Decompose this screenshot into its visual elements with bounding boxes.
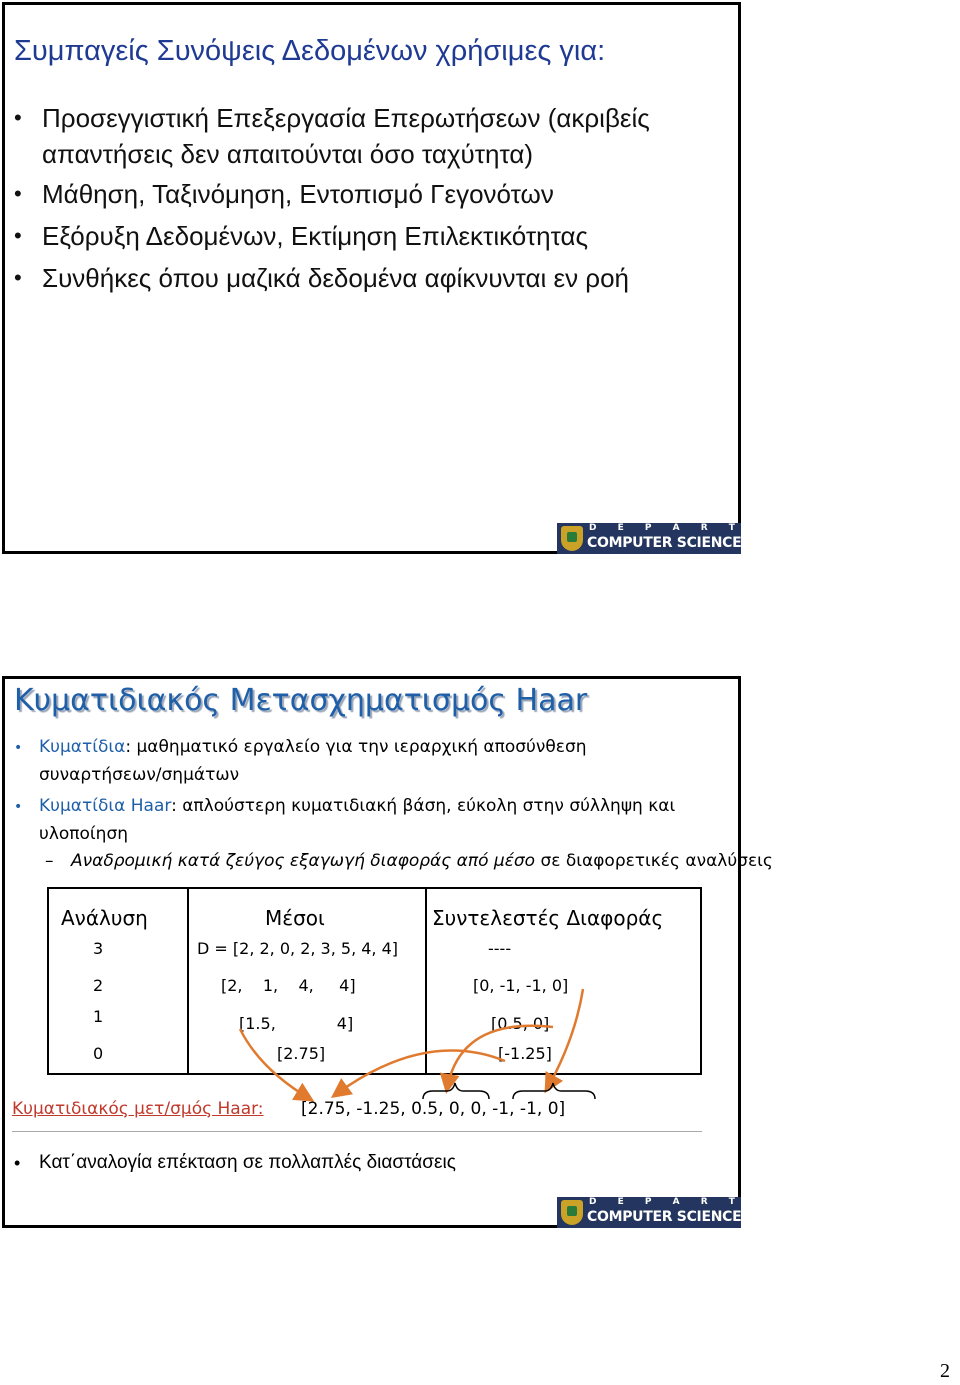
- brace-level1: [423, 1083, 489, 1099]
- bullet-icon: •: [14, 223, 22, 248]
- bullet-icon: •: [14, 740, 23, 756]
- slide-1-title: Συμπαγείς Συνόψεις Δεδομένων χρήσιμες για:: [14, 35, 606, 67]
- slide-2: [2, 676, 914, 1228]
- sub-bullet-rest: σε διαφορετικές αναλύσεις: [535, 851, 773, 871]
- logo-cs-text: COMPUTER SCIENCE: [587, 535, 742, 551]
- bullet-rest: : απλούστερη κυματιδιακή βάση, εύκολη στην σύλληψη και: [171, 796, 676, 816]
- bullet-icon: •: [14, 1153, 21, 1173]
- department-logo: [557, 1197, 914, 1228]
- term-wavelets: Κυματίδια: [39, 737, 126, 757]
- table-cell-averages: D = [2, 2, 0, 2, 3, 5, 4, 4]: [197, 939, 399, 958]
- table-cell-resolution: 1: [93, 1007, 104, 1026]
- bullet-icon: •: [14, 181, 22, 206]
- bullet-icon: •: [14, 799, 23, 815]
- table-cell-averages: [2.75]: [277, 1044, 326, 1063]
- bullet-item: [14, 1149, 20, 1177]
- crest-icon: [561, 1200, 583, 1225]
- table-header-resolution: Ανάλυση: [61, 906, 148, 930]
- arrow-detail-level0: [335, 1051, 505, 1095]
- arrow-detail-level1: [447, 1026, 553, 1089]
- bullet-text: Μάθηση, Ταξινόμηση, Εντοπισμό Γεγονότων: [42, 179, 554, 209]
- table-cell-detail: [-1.25]: [498, 1044, 552, 1063]
- slide-2-title: Κυματιδιακός Μετασχηματισμός Haar: [14, 683, 588, 718]
- table-header-averages: Μέσοι: [265, 906, 325, 930]
- table-header-detail-coefficients: Συντελεστές Διαφοράς: [432, 906, 664, 930]
- bullet-text: απαντήσεις δεν απαιτούνται όσο ταχύτητα): [42, 139, 534, 169]
- table-cell-detail: [0.5, 0]: [491, 1014, 550, 1033]
- bullet-text: Κατ΄αναλογία επέκταση σε πολλαπλές διαστάσεις: [39, 1152, 456, 1173]
- transform-label-link[interactable]: Κυματιδιακός μετ/σμός Haar:: [12, 1099, 264, 1119]
- dash-icon: –: [45, 851, 54, 871]
- logo-department-text: D E P A R T M E N T O F: [589, 1197, 914, 1207]
- bullet-icon: •: [14, 105, 22, 130]
- department-logo: [557, 523, 914, 554]
- arrow-detail-level2: [547, 989, 583, 1089]
- table-cell-averages: [1.5, 4]: [239, 1014, 354, 1033]
- logo-department-text: D E P A R T M E N T O F: [589, 523, 914, 533]
- table-cell-resolution: 3: [93, 939, 104, 958]
- bullet-rest: : μαθηματικό εργαλείο για την ιεραρχική αποσύνθεση: [125, 737, 587, 757]
- arrows-overlay: [5, 679, 738, 1225]
- bullet-text: Εξόρυξη Δεδομένων, Εκτίμηση Επιλεκτικότητας: [42, 221, 589, 251]
- separator: [12, 1131, 702, 1132]
- term-haar-wavelets: Κυματίδια Haar: [39, 796, 172, 816]
- sub-bullet-italic: Αναδρομική κατά ζεύγος εξαγωγή διαφοράς από μέσο: [71, 851, 536, 871]
- page-number: 2: [940, 1360, 950, 1382]
- table-cell-detail: [0, -1, -1, 0]: [473, 976, 569, 995]
- transform-value: [2.75, -1.25, 0.5, 0, 0, -1, -1, 0]: [301, 1099, 566, 1119]
- bullet-text-line2: συναρτήσεων/σημάτων: [39, 765, 240, 785]
- table-cell-detail: ----: [488, 939, 512, 958]
- table-cell-resolution: 0: [93, 1044, 104, 1063]
- brace-level2: [513, 1083, 595, 1099]
- table-cell-resolution: 2: [93, 976, 104, 995]
- slide-1: [2, 2, 914, 554]
- bullet-icon: •: [14, 265, 22, 290]
- bullet-text: Συνθήκες όπου μαζικά δεδομένα αφίκνυνται εν ροή: [42, 263, 630, 293]
- arrow-average-to-transform: [240, 1029, 310, 1099]
- crest-icon: [561, 526, 583, 551]
- logo-cs-text: COMPUTER SCIENCE: [587, 1209, 742, 1225]
- bullet-text: Προσεγγιστική Επεξεργασία Επερωτήσεων (ακριβείς: [42, 103, 650, 133]
- bullet-text-line2: υλοποίηση: [39, 824, 129, 844]
- table-cell-averages: [2, 1, 4, 4]: [221, 976, 356, 995]
